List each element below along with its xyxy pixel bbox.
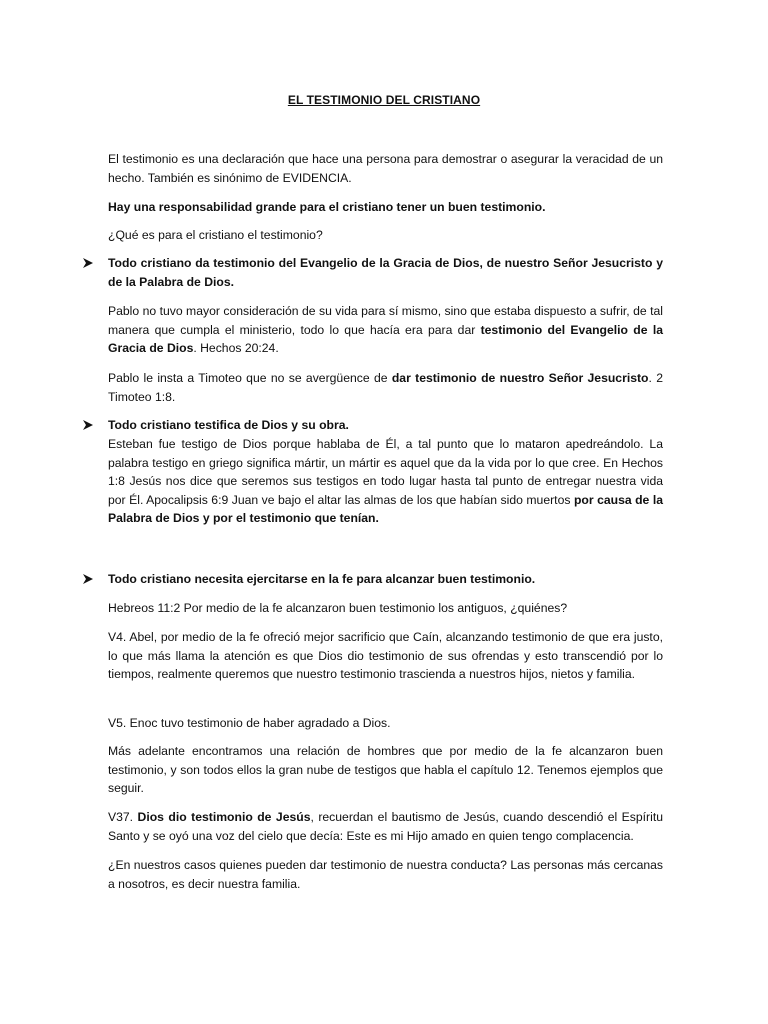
v37-text-bold: Dios dio testimonio de Jesús [137,810,311,824]
bullet-item-2: Todo cristiano testifica de Dios y su obra. [108,418,349,432]
bullet-item-3: Todo cristiano necesita ejercitarse en la fe para alcanzar buen testimonio. [108,572,536,586]
esteban-paragraph [108,435,663,528]
v37-paragraph [108,808,663,845]
pablo-paragraph [108,302,663,358]
pablo-text-a: Pablo no tuvo mayor consideración de su vida para sí mismo, sino que estaba dispuesto a sufrir, de tal manera que cumpla el ministerio, todo lo que hacía era para dar [108,304,663,337]
timoteo-paragraph [108,369,663,406]
question-paragraph: ¿Qué es para el cristiano el testimonio? [108,228,323,242]
timoteo-text-a: Pablo le insta a Timoteo que no se avergüence de [108,371,392,385]
v37-text-c: , recuerdan el bautismo de Jesús, cuando descendió el Espíritu Santo y se oyó una voz del cielo que decía: Este es mi Hijo amado en quien tengo complacencia. [108,810,663,843]
v37-text-a: V37. [108,810,138,824]
pablo-text-bold: testimonio del Evangelio de la Gracia de Dios [108,322,663,356]
timoteo-text-bold: dar testimonio de nuestro Señor Jesucristo [391,371,649,385]
arrow-bullet-icon [82,257,96,271]
nube-paragraph: Más adelante encontramos una relación de hombres que por medio de la fe alcanzaron buen testimonio, y son todos ellos la gran nube de testigos que habla el capítulo 12. Tenemos ejemplos que seguir. [108,744,663,796]
bullet-item-1: Todo cristiano da testimonio del Evangelio de la Gracia de Dios, de nuestro Señor Jesucristo y de la Palabra de Dios. [108,256,663,289]
document-title: EL TESTIMONIO DEL CRISTIANO [287,93,481,107]
intro-paragraph: El testimonio es una declaración que hace una persona para demostrar o asegurar la veracidad de un hecho. También es sinónimo de EVIDENCIA. [108,152,663,185]
timoteo-text-c: . 2 Timoteo 1:8. [108,371,663,404]
hebreos-paragraph: Hebreos 11:2 Por medio de la fe alcanzaron buen testimonio los antiguos, ¿quiénes? [108,601,568,615]
pablo-text-c: . Hechos 20:24. [193,341,279,356]
enoc-paragraph: V5. Enoc tuvo testimonio de haber agradado a Dios. [108,716,391,730]
closing-paragraph: ¿En nuestros casos quienes pueden dar testimonio de nuestra conducta? Las personas más cercanas a nosotros, es decir nuestra familia. [108,858,663,891]
esteban-text-a: Esteban fue testigo de Dios porque hablaba de Él, a tal punto que lo mataron apedreándolo. La palabra testigo en griego significa mártir, un mártir es aquel que da la vida por lo que cree. En Hechos 1:8 Jesús nos dice que seremos sus testigos en todo lugar hasta tal punto de entregar nuestra vida por Él. Apocalipsis 6:9 Juan ve bajo el altar las almas de los que habían sido muertos [108,437,663,507]
abel-paragraph: V4. Abel, por medio de la fe ofreció mejor sacrificio que Caín, alcanzando testimonio de que era justo, lo que más llama la atención es que Dios dio testimonio de sus ofrendas y esto transcendió por lo tiempos, realmente queremos que nuestro testimonio trascienda a nuestros hijos, nietos y familia. [108,630,663,682]
esteban-text-bold: por causa de la Palabra de Dios y por el testimonio que tenían. [108,492,663,526]
arrow-bullet-icon [82,419,96,433]
responsibility-paragraph: Hay una responsabilidad grande para el cristiano tener un buen testimonio. [108,200,546,214]
arrow-bullet-icon [82,573,96,587]
